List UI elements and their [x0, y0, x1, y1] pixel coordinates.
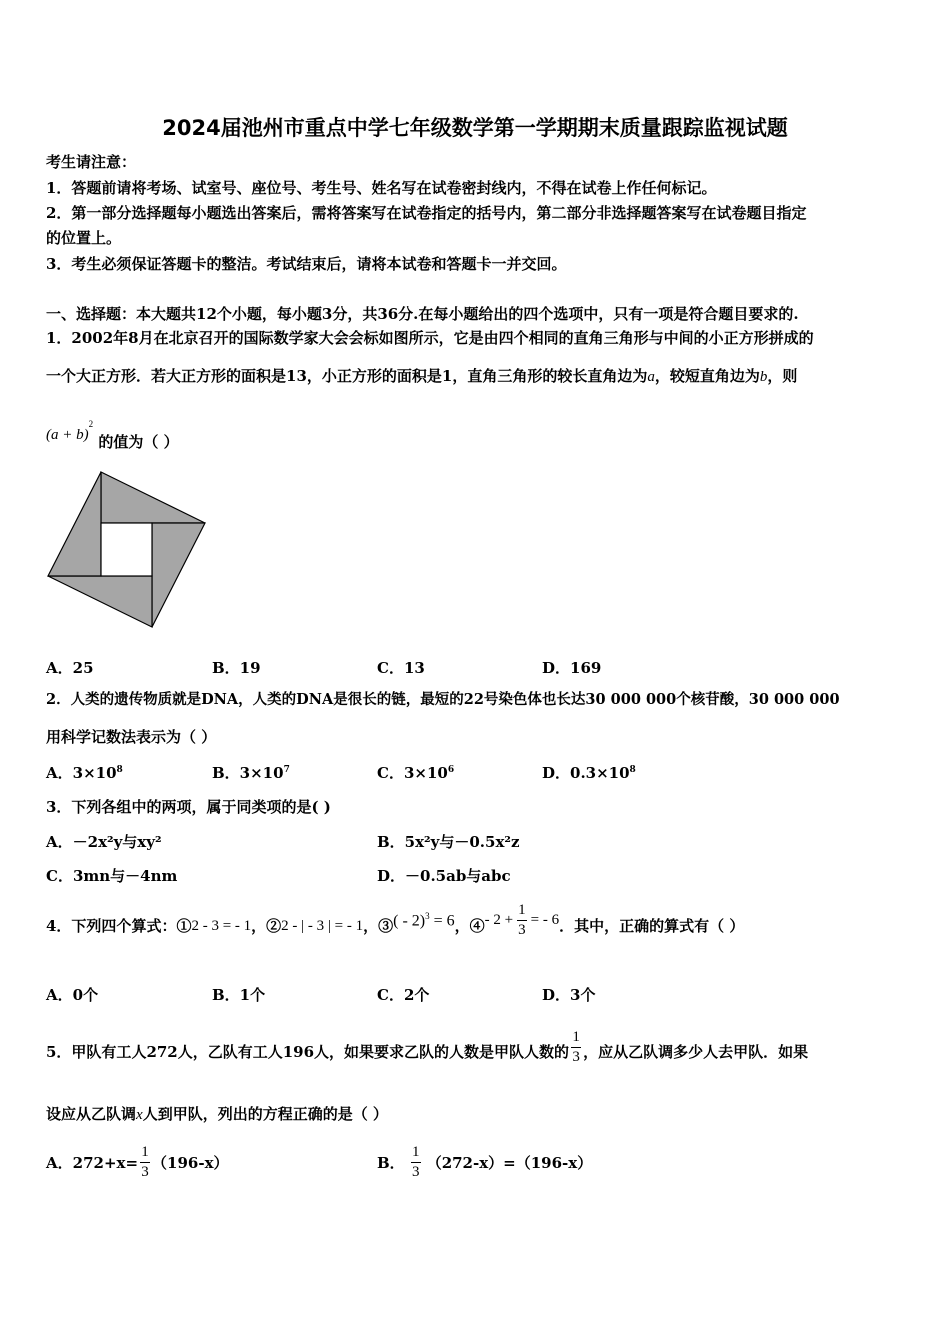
q4-expr-3 [393, 906, 455, 931]
q5-option-a-right: （196-x） [152, 1153, 229, 1172]
q2-option-c[interactable] [377, 762, 454, 783]
q2-option-c-exp: 6 [447, 765, 455, 775]
q2-stem-line2: 用科学记数法表示为（ ） [46, 728, 217, 746]
q4-expr-4 [485, 902, 559, 939]
page-title: 2024届池州市重点中学七年级数学第一学期期末质量跟踪监视试题 [162, 116, 788, 140]
notice-item-2-cont: 的位置上。 [46, 229, 122, 247]
q2-option-a[interactable] [46, 762, 123, 783]
q5-fraction-num: 1 [572, 1029, 580, 1045]
q4-expr-3-base: ( - 2) [393, 912, 426, 930]
q5-option-a[interactable] [46, 1138, 229, 1186]
q2-option-b-exp: 7 [283, 765, 290, 775]
q1-var-a: a [647, 369, 655, 385]
q3-stem: 3．下列各组中的两项，属于同类项的是( ) [46, 798, 331, 816]
q2-option-b-label: B．3×10 [212, 764, 284, 782]
inner-square [101, 523, 152, 576]
q2-option-a-label: A．3×10 [46, 764, 117, 782]
q1-var-b: b [759, 369, 768, 385]
triangle-bottom [48, 576, 152, 627]
q5-text-d: 人到甲队，列出的方程正确的是（ ） [142, 1105, 388, 1123]
q5-option-a-den: 3 [141, 1163, 149, 1180]
q5-fraction [571, 1029, 581, 1066]
triangle-right [152, 523, 205, 627]
q3-option-c[interactable]: C．3mn与－4nm [46, 867, 178, 885]
q1-option-b[interactable]: B．19 [212, 659, 261, 677]
q4-expr-1: 2 - 3 = - 1 [191, 918, 252, 934]
q5-option-b-right: （272-x）=（196-x） [426, 1153, 593, 1172]
q1-option-a[interactable]: A．25 [46, 659, 94, 677]
q5-fraction-den: 3 [572, 1049, 580, 1065]
q1-stem-line1: 1．2002年8月在北京召开的国际数学家大会会标如图所示，它是由四个相同的直角三角形与中间的小正方形拼成的 [46, 329, 814, 347]
q4-suffix: ．其中，正确的算式有（ ） [559, 917, 745, 935]
q4-option-b[interactable]: B．1个 [212, 986, 266, 1004]
q3-option-d[interactable]: D．－0.5ab与abc [377, 867, 511, 885]
q5-option-b-num: 1 [411, 1143, 420, 1160]
q1-option-c[interactable]: C．13 [377, 659, 425, 677]
triangle-left [48, 472, 101, 576]
q4-prefix: 4．下列四个算式：① [46, 917, 192, 935]
q1-stem-line2 [46, 366, 797, 387]
q3-option-a[interactable]: A．－2x²y与xy² [46, 833, 162, 851]
q5-option-b[interactable] [377, 1138, 592, 1186]
q5-option-a-fraction [140, 1144, 150, 1181]
q1-text-c: ，则 [767, 367, 798, 385]
q4-fraction-den: 3 [518, 921, 526, 938]
q4-fraction [517, 902, 527, 939]
q3-option-b[interactable]: B．5x²y与－0.5x²z [377, 833, 520, 851]
q4-expr-4-right: = - 6 [530, 911, 560, 928]
q4-expr-3-rhs: = 6 [429, 912, 455, 930]
q1-exponent: 2 [88, 419, 94, 429]
notice-heading: 考生请注意： [46, 153, 137, 171]
q4-option-a[interactable]: A．0个 [46, 986, 99, 1004]
q5-option-a-left: A．272+x= [46, 1153, 139, 1172]
q5-stem-line2 [46, 1104, 388, 1125]
q5-option-b-den: 3 [411, 1163, 420, 1180]
q1-text-b: ，较短直角边为 [654, 367, 760, 385]
q1-question: 的值为（ ） [98, 433, 179, 451]
q1-stem-line3 [46, 419, 179, 451]
q5-stem-line1 [46, 1016, 808, 1066]
q2-stem-line1: 2．人类的遗传物质就是DNA，人类的DNA是很长的链，最短的22号染色体也长达30 000 000个核苷酸，30 000 000 [46, 691, 840, 708]
q1-text-a: 一个大正方形．若大正方形的面积是13，小正方形的面积是1，直角三角形的较长直角边为 [46, 367, 648, 385]
q1-figure [44, 468, 210, 632]
notice-item-2: 2．第一部分选择题每小题选出答案后，需将答案写在试卷指定的括号内，第二部分非选择题答案写在试卷题目指定 [46, 204, 807, 222]
q2-option-d[interactable] [542, 762, 636, 783]
q2-option-d-label: D．0.3×10 [542, 764, 630, 782]
q2-option-a-exp: 8 [116, 765, 123, 775]
q5-text-c: 设应从乙队调 [46, 1105, 137, 1123]
q5-option-b-fraction [411, 1144, 421, 1181]
q4-stem [46, 901, 745, 946]
q4-expr-3-exp: 3 [425, 911, 430, 922]
q4-option-c[interactable]: C．2个 [377, 986, 430, 1004]
q5-option-b-left: B． [377, 1153, 405, 1172]
q4-sep-2: ，② [251, 917, 282, 935]
q1-expression: (a + b) [46, 427, 89, 443]
q2-option-b[interactable] [212, 762, 290, 783]
q4-expr-4-left: - 2 + [484, 911, 514, 928]
q4-expr-2: 2 - | - 3 | = - 1 [281, 918, 364, 934]
q5-option-a-num: 1 [141, 1143, 149, 1160]
q4-option-d[interactable]: D．3个 [542, 986, 596, 1004]
q4-sep-4: ，④ [454, 917, 485, 935]
q4-fraction-num: 1 [518, 901, 526, 918]
section-heading: 一、选择题：本大题共12个小题，每小题3分，共36分.在每小题给出的四个选项中，只有一项是符合题目要求的. [46, 305, 799, 323]
q1-option-d[interactable]: D．169 [542, 659, 602, 677]
q2-option-c-label: C．3×10 [377, 764, 448, 782]
q5-text-a: 5．甲队有工人272人，乙队有工人196人，如果要求乙队的人数是甲队人数的 [46, 1043, 570, 1061]
q5-text-b: ，应从乙队调多少人去甲队．如果 [583, 1043, 809, 1061]
q5-var-x: x [136, 1107, 143, 1123]
q4-sep-3: ，③ [363, 917, 394, 935]
notice-item-1: 1．答题前请将考场、试室号、座位号、考生号、姓名写在试卷密封线内，不得在试卷上作任何标记。 [46, 179, 717, 197]
triangle-top [101, 472, 205, 523]
q2-option-d-exp: 8 [629, 765, 636, 775]
notice-item-3: 3．考生必须保证答题卡的整洁。考试结束后，请将本试卷和答题卡一并交回。 [46, 255, 567, 273]
